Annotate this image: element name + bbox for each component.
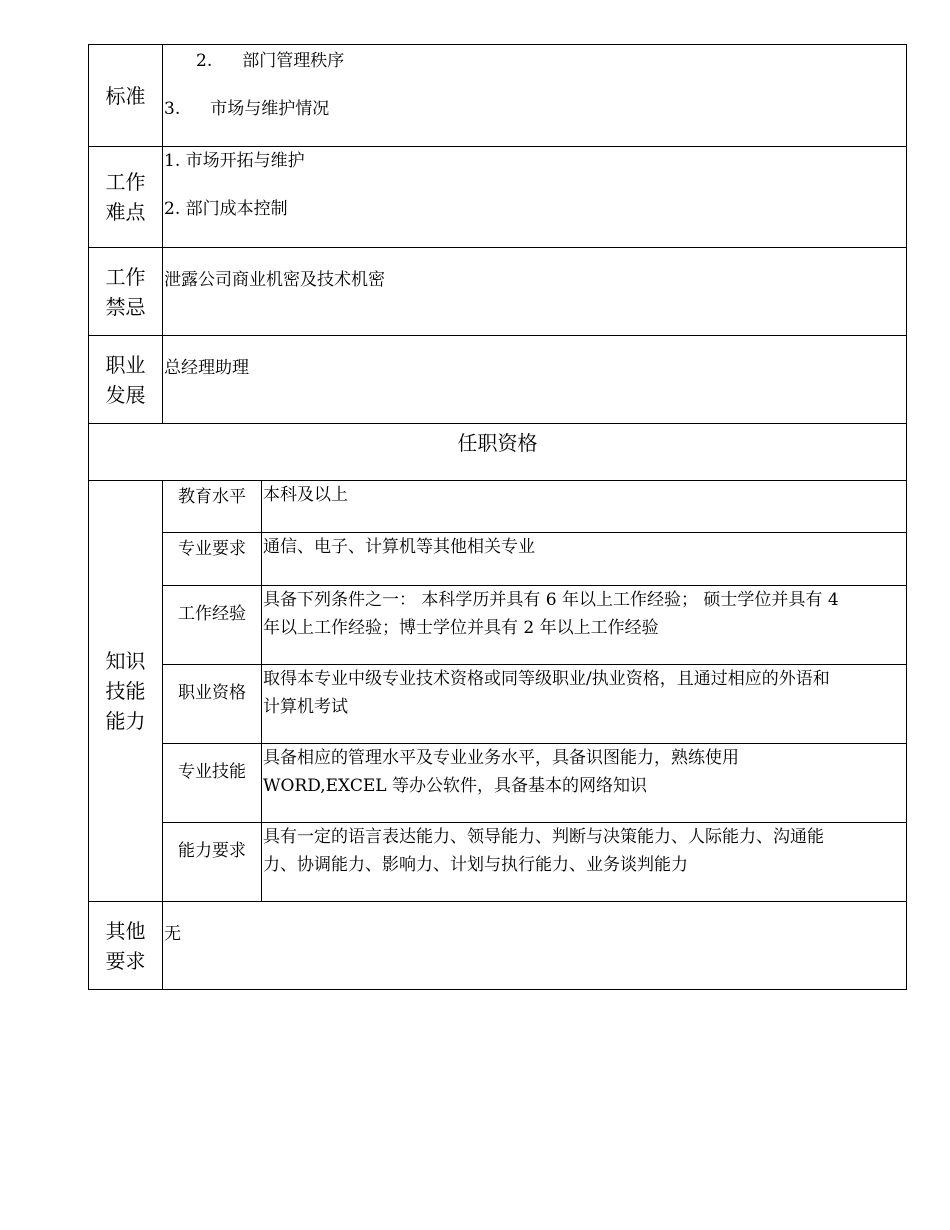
difficulty-item: 2. 部门成本控制 <box>164 199 288 219</box>
standard-item: 2. 部门管理秩序 <box>196 51 345 71</box>
knowledge-row-value: 本科及以上 <box>262 481 907 533</box>
knowledge-row-name: 专业要求 <box>163 533 262 586</box>
other-text: 无 <box>164 924 181 944</box>
difficulties-label: 工作 难点 <box>89 147 163 248</box>
other-label: 其他 要求 <box>89 902 163 990</box>
knowledge-row-value: 具备相应的管理水平及专业业务水平，具备识图能力，熟练使用 WORD,EXCEL 等办公软件，具备基本的网络知识 <box>262 744 907 823</box>
knowledge-label: 知识 技能 能力 <box>89 481 163 902</box>
knowledge-row <box>89 586 907 665</box>
career-row <box>89 336 907 424</box>
knowledge-row-name: 能力要求 <box>163 823 262 902</box>
knowledge-row-value: 取得本专业中级专业技术资格或同等级职业/执业资格，且通过相应的外语和 计算机考试 <box>262 665 907 744</box>
knowledge-row-name: 教育水平 <box>163 481 262 533</box>
prohibitions-row <box>89 248 907 336</box>
knowledge-row-name: 工作经验 <box>163 586 262 665</box>
difficulties-row <box>89 147 907 248</box>
knowledge-row-value: 具备下列条件之一： 本科学历并具有 6 年以上工作经验； 硕士学位并具有 4 年以上工作经验；博士学位并具有 2 年以上工作经验 <box>262 586 907 665</box>
qualifications-header-row <box>89 424 907 481</box>
knowledge-row <box>89 665 907 744</box>
job-description-table <box>88 44 907 990</box>
prohibitions-label: 工作 禁忌 <box>89 248 163 336</box>
knowledge-row-value: 通信、电子、计算机等其他相关专业 <box>262 533 907 586</box>
other-content <box>163 902 907 990</box>
knowledge-row-value: 具有一定的语言表达能力、领导能力、判断与决策能力、人际能力、沟通能 力、协调能力、影响力、计划与执行能力、业务谈判能力 <box>262 823 907 902</box>
knowledge-row <box>89 744 907 823</box>
knowledge-row-name: 职业资格 <box>163 665 262 744</box>
standard-content <box>163 45 907 147</box>
prohibitions-text: 泄露公司商业机密及技术机密 <box>164 270 385 290</box>
standard-item: 3. 市场与维护情况 <box>164 99 330 119</box>
other-row <box>89 902 907 990</box>
knowledge-row <box>89 481 907 533</box>
career-content <box>163 336 907 424</box>
knowledge-row <box>89 823 907 902</box>
career-text: 总经理助理 <box>164 358 249 378</box>
standard-label: 标准 <box>89 45 163 147</box>
prohibitions-content <box>163 248 907 336</box>
knowledge-row-name: 专业技能 <box>163 744 262 823</box>
qualifications-title: 任职资格 <box>89 424 907 481</box>
career-label: 职业 发展 <box>89 336 163 424</box>
standard-row <box>89 45 907 147</box>
difficulties-content <box>163 147 907 248</box>
difficulty-item: 1. 市场开拓与维护 <box>164 151 305 171</box>
knowledge-row <box>89 533 907 586</box>
